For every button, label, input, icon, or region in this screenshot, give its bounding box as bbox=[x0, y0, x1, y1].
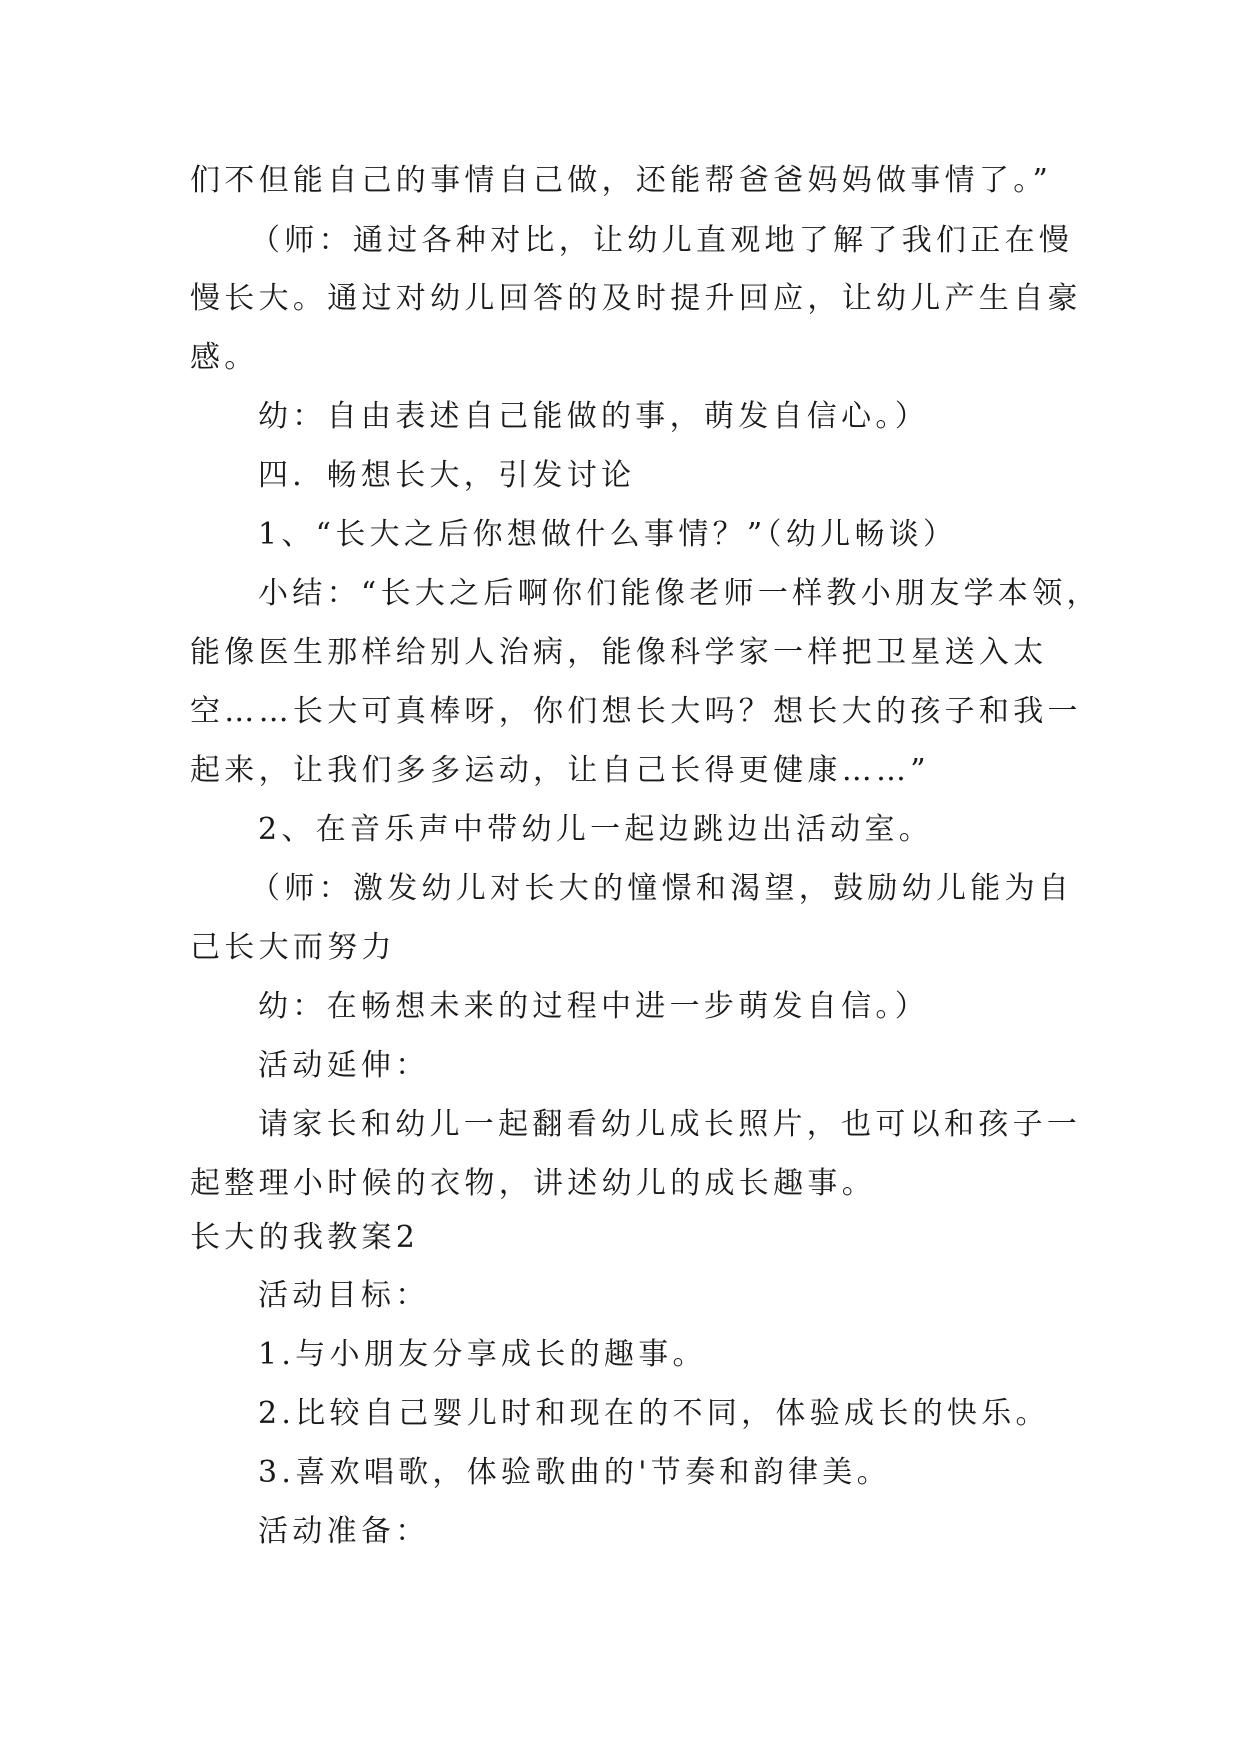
paragraph-line: 起整理小时候的衣物，讲述幼儿的成长趣事。 bbox=[190, 1166, 876, 1201]
list-item: 3.喜欢唱歌，体验歌曲的'节奏和韵律美。 bbox=[258, 1455, 891, 1490]
paragraph-line: 1、“长大之后你想做什么事情？”（幼儿畅谈） bbox=[258, 517, 958, 552]
section-heading: 活动目标： bbox=[258, 1278, 430, 1313]
document-title: 长大的我教案2 bbox=[190, 1220, 420, 1255]
paragraph-line: 请家长和幼儿一起翻看幼儿成长照片，也可以和孩子一 bbox=[258, 1107, 1082, 1142]
paragraph-line: 幼：在畅想未来的过程中进一步萌发自信。） bbox=[258, 989, 929, 1024]
paragraph-line: 感。 bbox=[190, 340, 259, 375]
section-heading: 四．畅想长大，引发讨论 bbox=[258, 458, 636, 493]
paragraph-line: 己长大而努力 bbox=[190, 930, 396, 965]
paragraph-line: 2、在音乐声中带幼儿一起边跳边出活动室。 bbox=[258, 812, 934, 847]
section-heading: 活动准备： bbox=[258, 1514, 430, 1549]
list-item: 2.比较自己婴儿时和现在的不同，体验成长的快乐。 bbox=[258, 1396, 1050, 1431]
paragraph-line: 空……长大可真棒呀，你们想长大吗？想长大的孩子和我一 bbox=[190, 694, 1082, 729]
list-item: 1.与小朋友分享成长的趣事。 bbox=[258, 1337, 707, 1372]
paragraph-line: 慢长大。通过对幼儿回答的及时提升回应，让幼儿产生自豪 bbox=[190, 281, 1082, 316]
paragraph-line: （师：通过各种对比，让幼儿直观地了解了我们正在慢 bbox=[250, 223, 1074, 258]
paragraph-line: 小结：“长大之后啊你们能像老师一样教小朋友学本领， bbox=[258, 576, 1101, 611]
paragraph-line: 起来，让我们多多运动，让自己长得更健康……” bbox=[190, 753, 930, 788]
section-heading: 活动延伸： bbox=[258, 1048, 430, 1083]
paragraph-line: 们不但能自己的事情自己做，还能帮爸爸妈妈做事情了。” bbox=[190, 163, 1053, 198]
paragraph-line: 幼：自由表述自己能做的事，萌发自信心。） bbox=[258, 399, 929, 434]
paragraph-line: （师：激发幼儿对长大的憧憬和渴望，鼓励幼儿能为自 bbox=[250, 871, 1074, 906]
paragraph-line: 能像医生那样给别人治病，能像科学家一样把卫星送入太 bbox=[190, 635, 1048, 670]
